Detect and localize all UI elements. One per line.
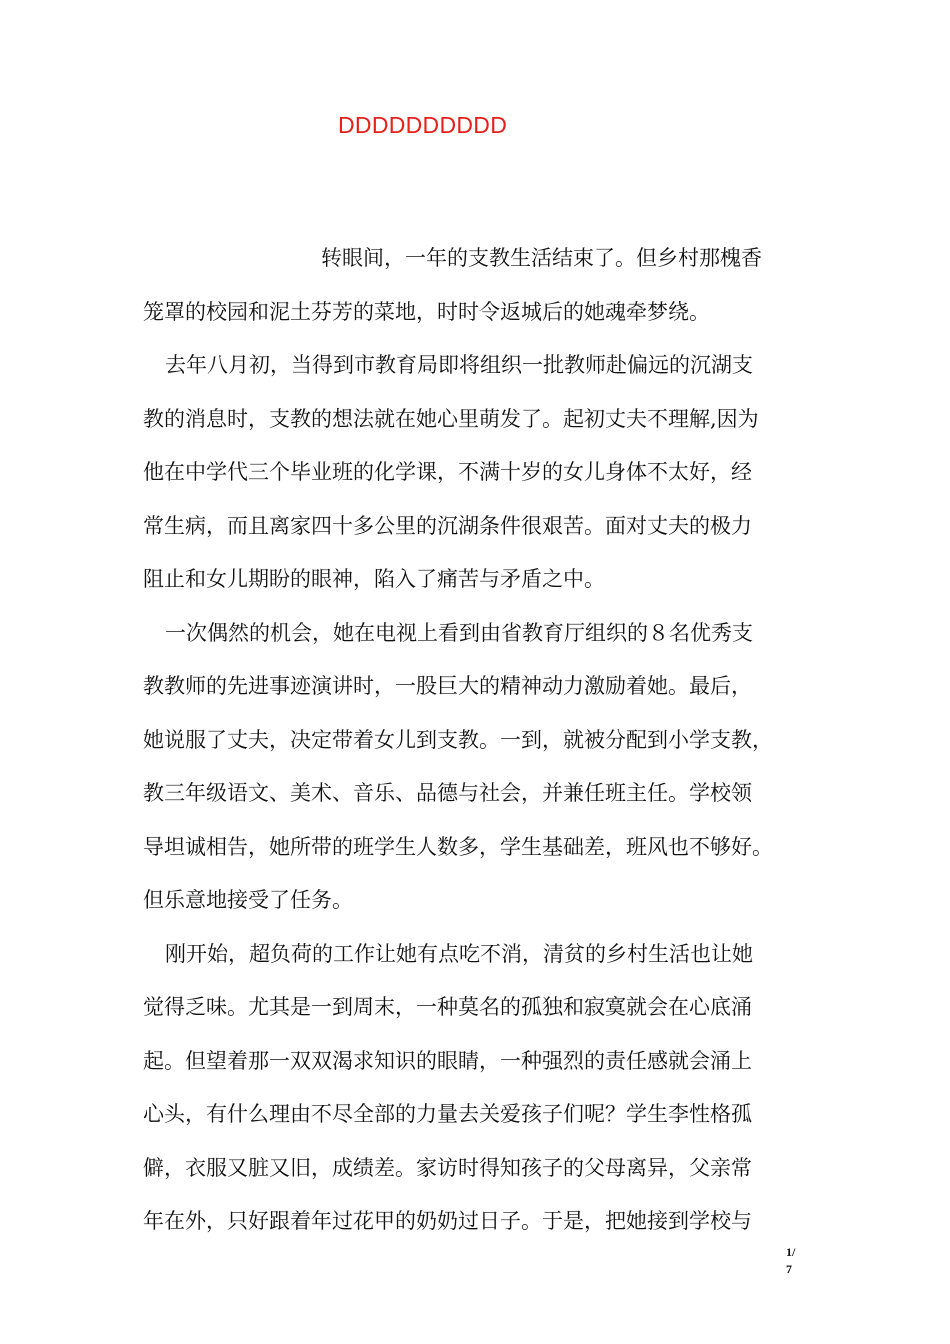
- body-line: 去年八月初，当得到市教育局即将组织一批教师赴偏远的沉湖支: [165, 353, 753, 377]
- body-line: 她说服了丈夫，决定带着女儿到支教。一到，就被分配到小学支教，: [143, 727, 773, 752]
- page-number: [786, 1244, 810, 1278]
- body-line: 年在外，只好跟着年过花甲的奶奶过日子。于是，把她接到学校与: [143, 1209, 752, 1233]
- body-line: 笼罩的校园和泥土芬芳的菜地，时时令返城后的她魂牵梦绕。: [143, 299, 710, 324]
- body-line: 刚开始，超负荷的工作让她有点吃不消，清贫的乡村生活也让她: [165, 941, 753, 966]
- body-line: 常生病，而且离家四十多公里的沉湖条件很艰苦。面对丈夫的极力: [143, 513, 752, 538]
- body-line: 阻止和女儿期盼的眼神，陷入了痛苦与矛盾之中。: [143, 567, 605, 591]
- body-line: 导坦诚相告，她所带的班学生人数多，学生基础差，班风也不够好。: [143, 834, 773, 859]
- body-line: 教教师的先进事迹演讲时，一股巨大的精神动力激励着她。最后，: [143, 674, 752, 698]
- page-number-current: 1/: [786, 1245, 796, 1259]
- body-line: 转眼间，一年的支教生活结束了。但乡村那槐香: [321, 246, 762, 270]
- body-line: 心头，有什么理由不尽全部的力量去关爱孩子们呢？学生李性格孤: [143, 1102, 752, 1126]
- body-line: 教的消息时，支教的想法就在她心里萌发了。起初丈夫不理解,因为: [143, 406, 759, 431]
- body-line: 他在中学代三个毕业班的化学课，不满十岁的女儿身体不太好，经: [143, 460, 752, 484]
- document-body: [143, 232, 823, 1249]
- body-line: 教三年级语文、美术、音乐、品德与社会，并兼任班主任。学校领: [143, 781, 752, 805]
- body-line: 但乐意地接受了任务。: [143, 888, 353, 912]
- body-line: 一次偶然的机会，她在电视上看到由省教育厅组织的８名优秀支: [165, 620, 753, 645]
- page-number-total: 7: [786, 1262, 792, 1276]
- document-title: DDDDDDDDDD: [338, 112, 508, 138]
- body-line: 僻，衣服又脏又旧，成绩差。家访时得知孩子的父母离异，父亲常: [143, 1155, 752, 1180]
- body-line: 起。但望着那一双双渴求知识的眼睛，一种强烈的责任感就会涌上: [143, 1048, 752, 1073]
- body-line: 觉得乏味。尤其是一到周末，一种莫名的孤独和寂寞就会在心底涌: [143, 995, 752, 1019]
